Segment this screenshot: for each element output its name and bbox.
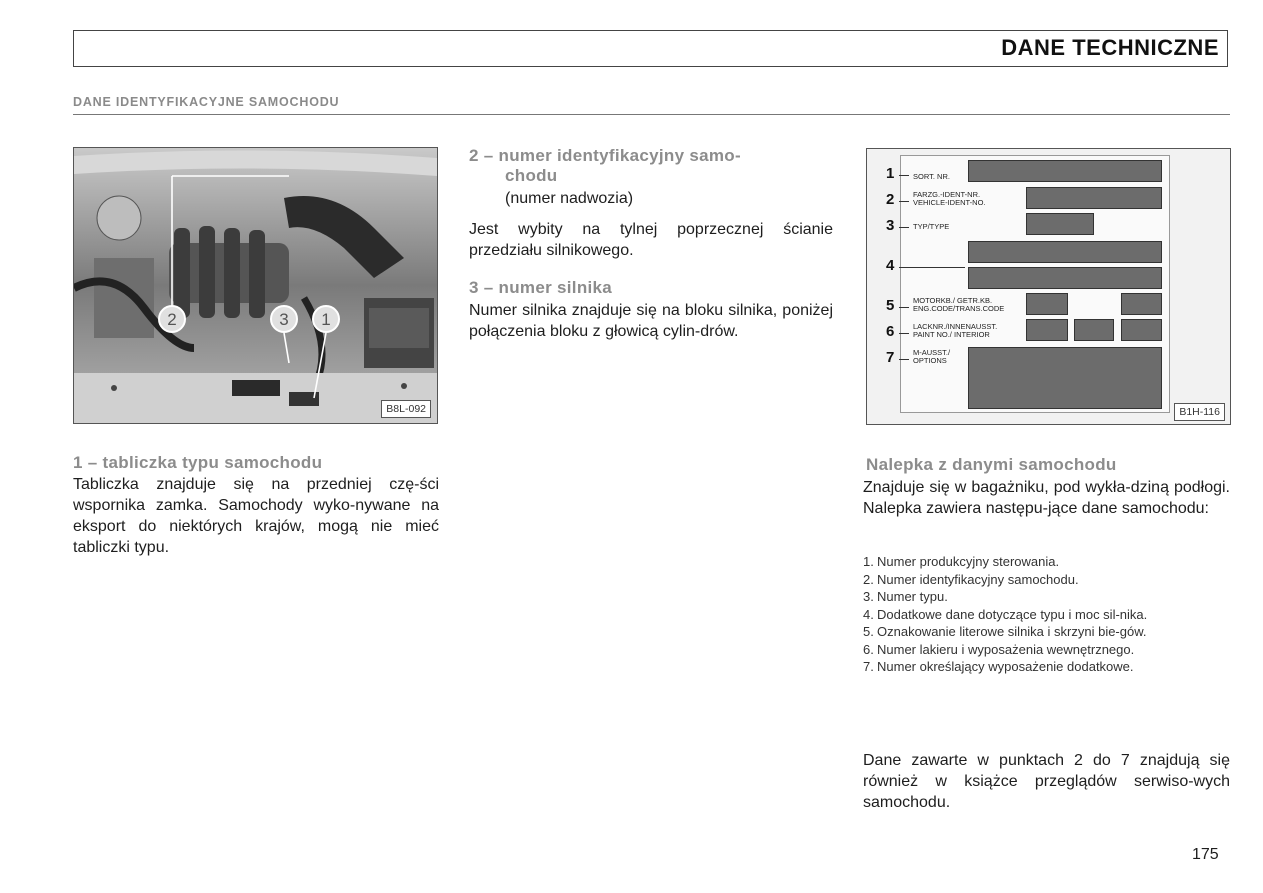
list-item-num: 3.: [863, 589, 874, 604]
list-item-text: Numer typu.: [877, 589, 948, 604]
list-item-num: 6.: [863, 641, 874, 657]
field-sort-nr: [968, 160, 1162, 182]
label-row-5-tick: [899, 307, 909, 308]
callout-3-label: 3: [279, 310, 289, 329]
label-row-5-num: 5: [886, 297, 895, 314]
label-row-7-tick: [899, 359, 909, 360]
header-box: [73, 30, 1228, 67]
vehicle-data-label-figure: [866, 148, 1231, 425]
list-item: [863, 641, 1230, 659]
section-divider: [73, 114, 1230, 115]
label-row-6-tick: [899, 333, 909, 334]
list-item-num: 4.: [863, 606, 874, 622]
label-row-1-num: 1: [886, 165, 895, 182]
page-number: 175: [1192, 846, 1219, 863]
field-vehicle-ident: [1026, 187, 1162, 209]
label-row-5-text: MOTORKB./ GETR.KB. ENG.CODE/TRANS.CODE: [913, 296, 1005, 313]
label-row-6-text: LACKNR./INNENAUSST. PAINT NO./ INTERIOR: [913, 322, 998, 339]
field-options: [968, 347, 1162, 409]
item3-heading: 3 – numer silnika: [469, 278, 613, 297]
field-additional-2: [968, 267, 1162, 289]
item2-text: Jest wybity na tylnej poprzecznej ścianie przedziału silnikowego.: [469, 221, 833, 259]
callout-2-label: 2: [167, 310, 177, 329]
field-trans-code: [1121, 293, 1162, 315]
list-item-text: Numer produkcyjny sterowania.: [877, 554, 1060, 569]
page-header-title: DANE TECHNICZNE: [1001, 35, 1219, 60]
item1-text: Tabliczka znajduje się na przedniej czę-ści wspornika zamka. Samochody wyko-nywane na eksport do niektórych krajów, mogą nie mieć tabliczki typu.: [73, 476, 439, 556]
list-item-text: Numer identyfikacyjny samochodu.: [877, 571, 1079, 587]
list-item-text: Numer określający wyposażenie dodatkowe.: [877, 659, 1134, 674]
label-row-3-text: TYP/TYPE: [913, 222, 950, 231]
item3-text: Numer silnika znajduje się na bloku silnika, poniżej połączenia bloku z głowicą cylin-drów.: [469, 302, 833, 340]
item2-heading-line1: 2 – numer identyfikacyjny samo-: [469, 146, 741, 165]
label-row-3-tick: [899, 227, 909, 228]
label-row-6-num: 6: [886, 323, 895, 340]
label-row-2-num: 2: [886, 191, 895, 208]
label-row-7-text: M-AUSST./ OPTIONS: [913, 348, 951, 365]
item2-subtitle: (numer nadwozia): [505, 190, 634, 207]
sticker-intro: Znajduje się w bagażniku, pod wykła-dziną podłogi. Nalepka zawiera następu-jące dane samochodu:: [863, 479, 1230, 517]
label-row-7-num: 7: [886, 349, 895, 366]
list-item-num: 7.: [863, 659, 874, 674]
sticker-data-list: [863, 553, 1230, 676]
list-item-num: 5.: [863, 624, 874, 639]
list-item: [863, 553, 1230, 571]
callout-1-label: 1: [321, 310, 331, 329]
sticker-heading: Nalepka z danymi samochodu: [866, 455, 1117, 474]
label-row-3-num: 3: [886, 217, 895, 234]
field-engine-code: [1026, 293, 1068, 315]
list-item-num: 1.: [863, 554, 874, 569]
list-item-num: 2.: [863, 571, 874, 587]
label-row-2-tick: [899, 201, 909, 202]
label-row-1-text: SORT. NR.: [913, 172, 950, 181]
sticker-outro: Dane zawarte w punktach 2 do 7 znajdują się również w książce przeglądów serwiso-wych samochodu.: [863, 752, 1230, 811]
list-item: [863, 571, 1230, 589]
list-item: [863, 623, 1230, 641]
field-interior-1: [1074, 319, 1114, 341]
label-row-4-tick: [899, 267, 965, 268]
engine-bay-illustration: [74, 148, 437, 423]
item2-heading-line2: chodu: [505, 166, 558, 185]
list-item-text: Dodatkowe dane dotyczące typu i moc sil-nika.: [877, 606, 1148, 622]
field-interior-2: [1121, 319, 1162, 341]
list-item: [863, 588, 1230, 606]
list-item-text: Oznakowanie literowe silnika i skrzyni bie-gów.: [877, 624, 1147, 639]
label-row-1-tick: [899, 175, 909, 176]
field-additional-1: [968, 241, 1162, 263]
field-type: [1026, 213, 1094, 235]
item1-heading: 1 – tabliczka typu samochodu: [73, 453, 323, 472]
list-item: [863, 658, 1230, 676]
list-item: [863, 606, 1230, 624]
section-title: DANE IDENTYFIKACYJNE SAMOCHODU: [73, 95, 340, 109]
engine-bay-figure: [73, 147, 438, 424]
label-figure-code: B1H-116: [1174, 403, 1225, 421]
label-row-4-num: 4: [886, 257, 895, 274]
field-paint-no: [1026, 319, 1068, 341]
engine-figure-code: B8L-092: [381, 400, 431, 418]
list-item-text: Numer lakieru i wyposażenia wewnętrznego.: [877, 641, 1135, 657]
label-row-2-text: FARZG.-IDENT-NR. VEHICLE-IDENT-NO.: [913, 190, 986, 207]
